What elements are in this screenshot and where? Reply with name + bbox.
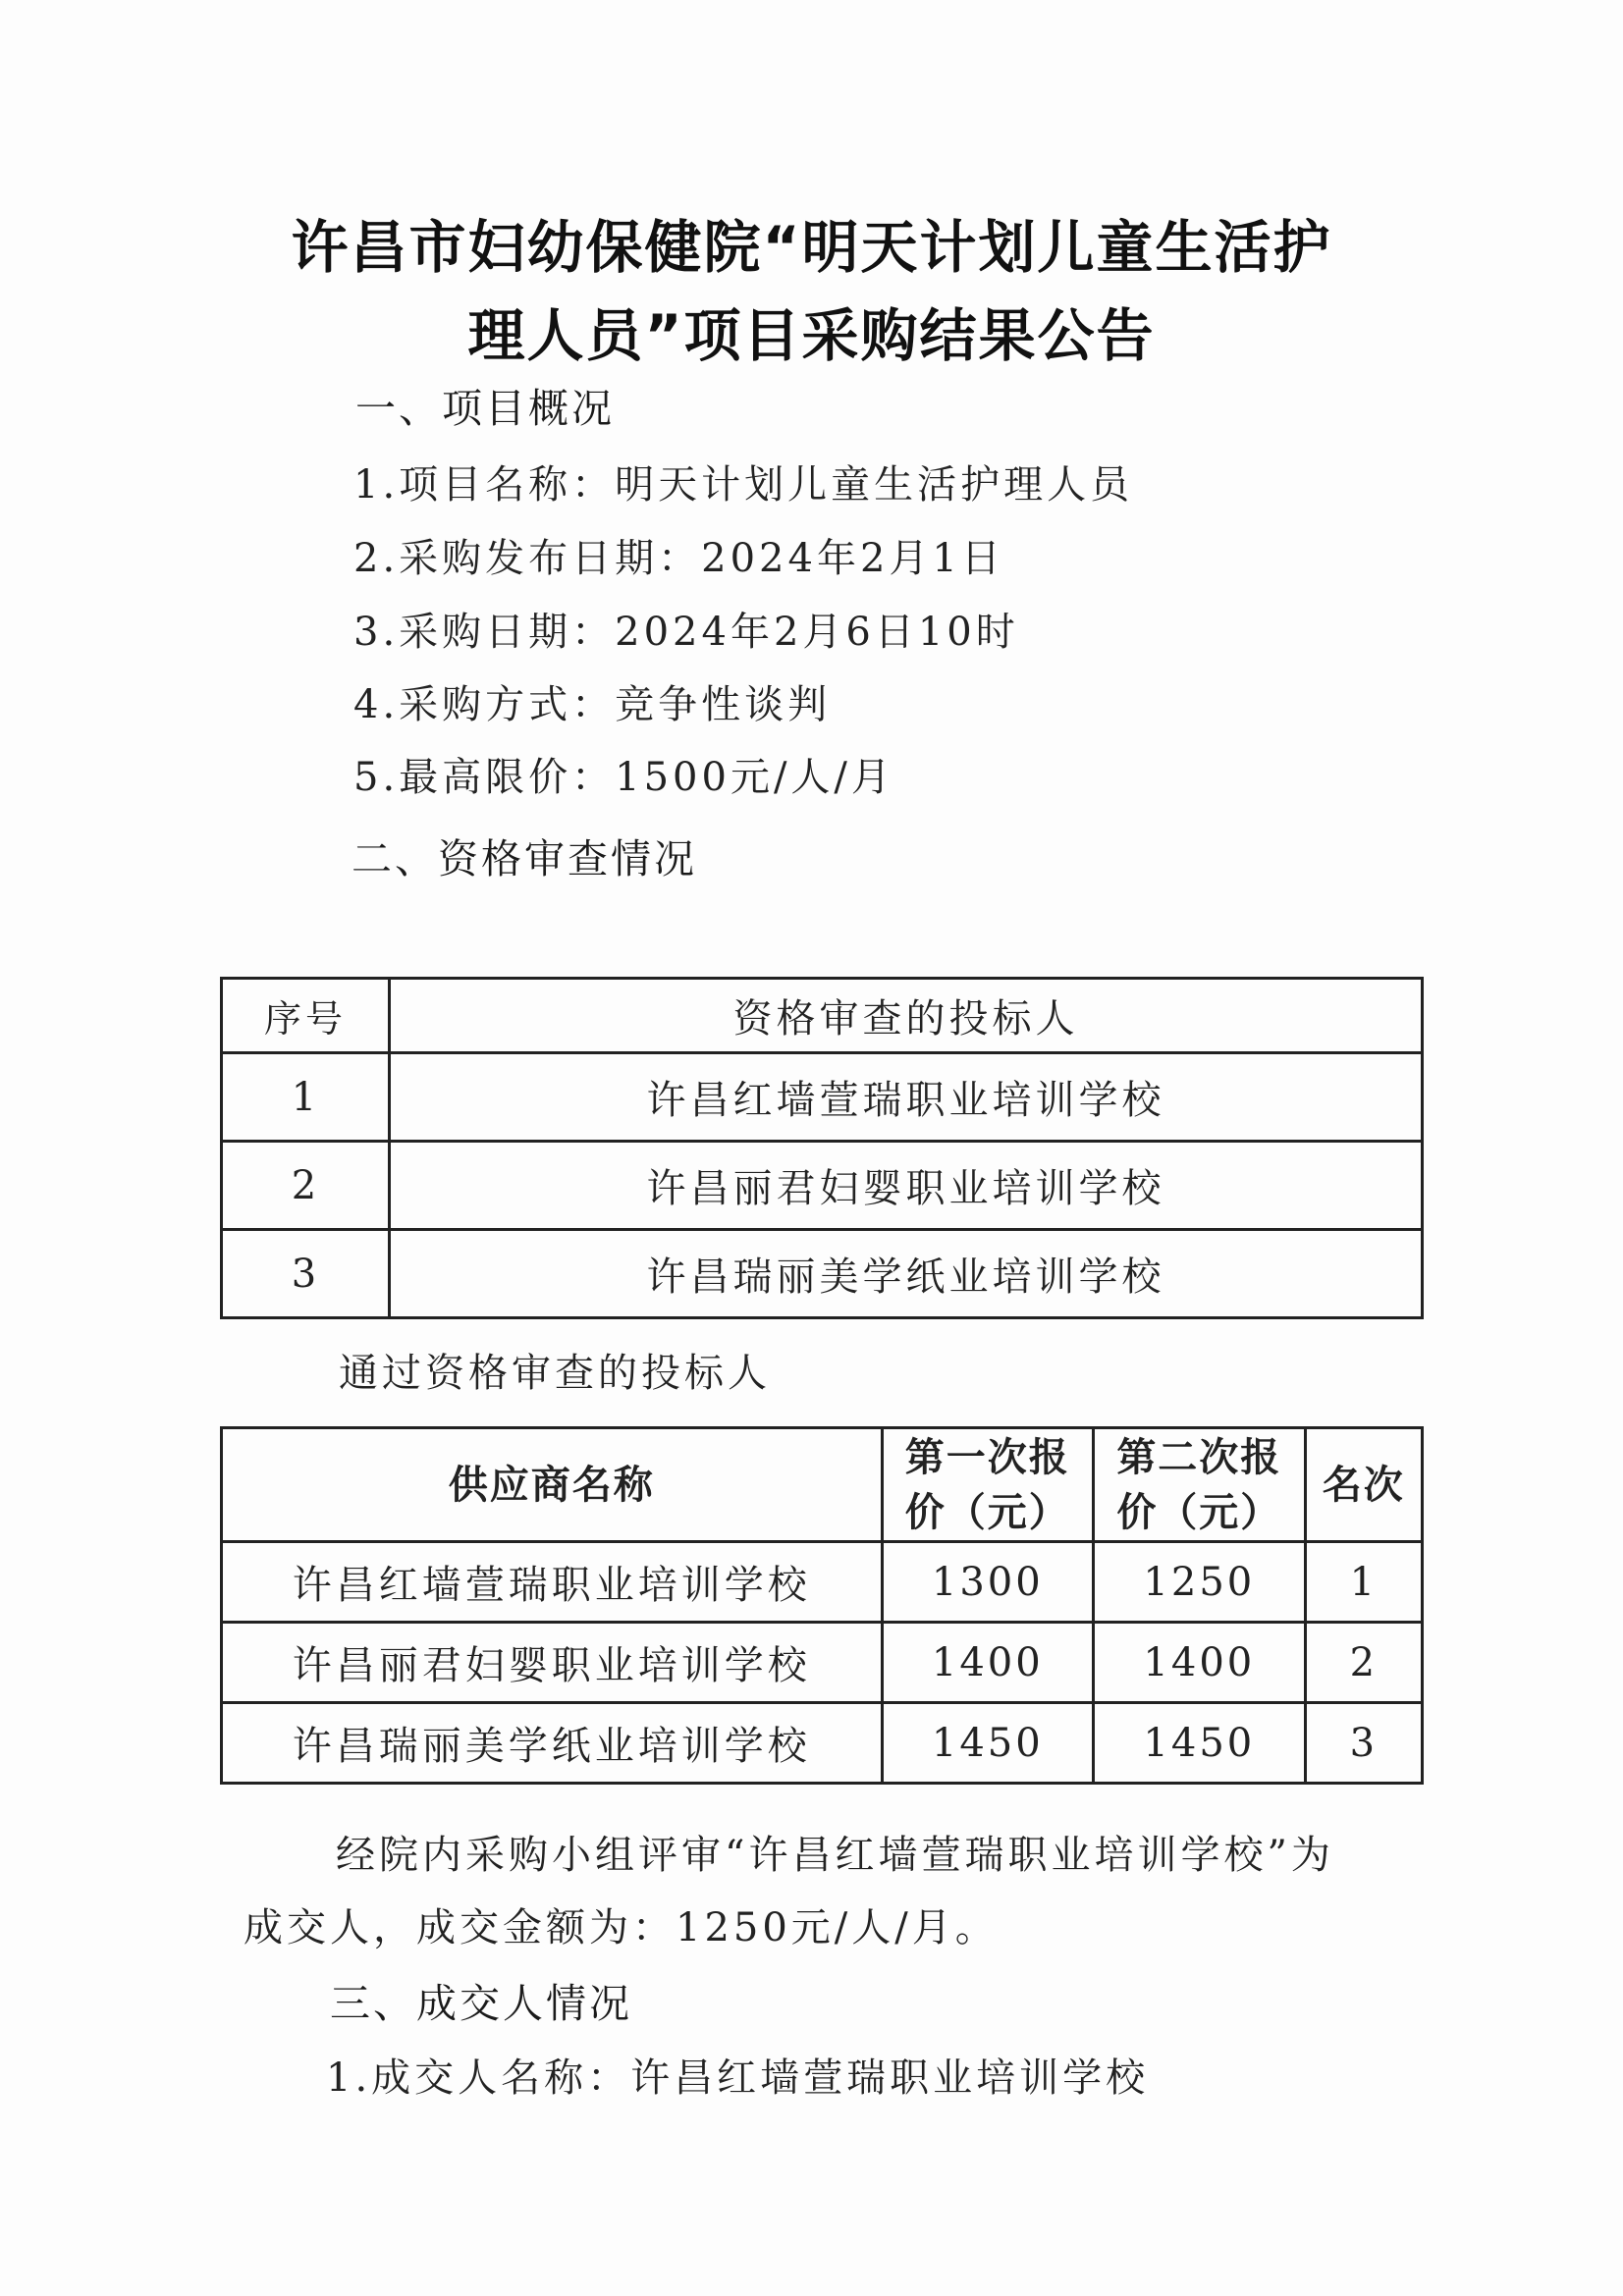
table-row [222, 1542, 1423, 1623]
row-supplier: 许昌红墙萱瑞职业培训学校 [222, 1542, 883, 1623]
table-header-row [222, 979, 1423, 1053]
row-bidder: 许昌丽君妇婴职业培训学校 [390, 1142, 1423, 1230]
row-bidder: 许昌瑞丽美学纸业培训学校 [390, 1230, 1423, 1318]
header-rank: 名次 [1305, 1428, 1422, 1542]
document-title-line-2: 理人员”项目采购结果公告 [467, 302, 1156, 369]
row-rank: 2 [1305, 1623, 1422, 1703]
quotation-table [220, 1426, 1424, 1785]
qualification-table [220, 977, 1424, 1319]
document-title-line-1: 许昌市妇幼保健院“明天计划儿童生活护 [291, 214, 1332, 281]
procurement-date-line: 3.采购日期：2024年2月6日10时 [353, 610, 1019, 655]
row-rank: 3 [1305, 1703, 1422, 1784]
header-index: 序号 [222, 979, 390, 1053]
header-first-quote: 第一次报价（元） [882, 1428, 1094, 1542]
procurement-method-line: 4.采购方式：竞争性谈判 [353, 682, 832, 727]
section-2-heading: 二、资格审查情况 [352, 835, 697, 882]
row-first-quote: 1300 [882, 1542, 1094, 1623]
row-first-quote: 1400 [882, 1623, 1094, 1703]
row-first-quote: 1450 [882, 1703, 1094, 1784]
qualified-caption: 通过资格审查的投标人 [339, 1351, 771, 1396]
conclusion-line-1: 经院内采购小组评审“许昌红墙萱瑞职业培训学校”为 [336, 1833, 1334, 1878]
publish-date-line: 2.采购发布日期：2024年2月1日 [353, 536, 1004, 581]
row-index: 3 [222, 1230, 390, 1318]
winner-name-line: 1.成交人名称：许昌红墙萱瑞职业培训学校 [326, 2056, 1150, 2101]
row-second-quote: 1250 [1094, 1542, 1306, 1623]
row-rank: 1 [1305, 1542, 1422, 1623]
header-bidder: 资格审查的投标人 [390, 979, 1423, 1053]
table-row [222, 1230, 1423, 1318]
table-row [222, 1053, 1423, 1142]
max-price-line: 5.最高限价：1500元/人/月 [353, 755, 894, 800]
header-second-quote: 第二次报价（元） [1094, 1428, 1306, 1542]
conclusion-line-2: 成交人，成交金额为：1250元/人/月。 [243, 1905, 999, 1950]
row-supplier: 许昌瑞丽美学纸业培训学校 [222, 1703, 883, 1784]
header-supplier: 供应商名称 [222, 1428, 883, 1542]
project-name-line: 1.项目名称：明天计划儿童生活护理人员 [353, 462, 1134, 507]
row-bidder: 许昌红墙萱瑞职业培训学校 [390, 1053, 1423, 1142]
row-second-quote: 1400 [1094, 1623, 1306, 1703]
table-header-row [222, 1428, 1423, 1542]
table-row [222, 1623, 1423, 1703]
section-3-heading: 三、成交人情况 [330, 1980, 632, 2027]
section-1-heading: 一、项目概况 [355, 385, 615, 432]
table-row [222, 1142, 1423, 1230]
row-supplier: 许昌丽君妇婴职业培训学校 [222, 1623, 883, 1703]
row-second-quote: 1450 [1094, 1703, 1306, 1784]
row-index: 1 [222, 1053, 390, 1142]
table-row [222, 1703, 1423, 1784]
row-index: 2 [222, 1142, 390, 1230]
